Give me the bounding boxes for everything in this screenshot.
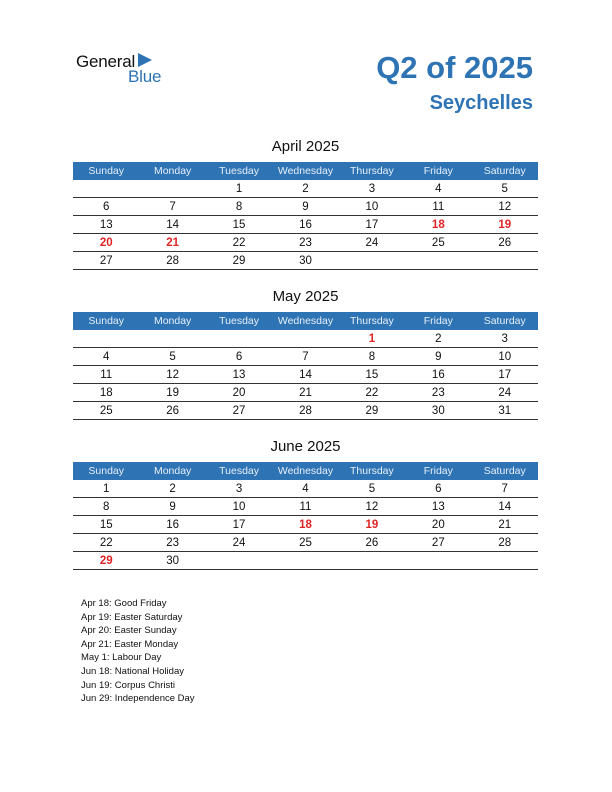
day-cell: 4 (103, 351, 110, 363)
day-cell: 20 (232, 387, 246, 399)
day-cell: 10 (365, 201, 379, 213)
day-cell: 21 (166, 237, 180, 249)
day-cell: 24 (232, 537, 246, 549)
day-cell: 29 (232, 255, 246, 267)
day-cell: 25 (431, 237, 445, 249)
day-cell: 12 (166, 369, 180, 381)
weekday-label: Sunday (88, 315, 125, 327)
weekday-label: Sunday (88, 165, 125, 177)
day-cell (206, 330, 272, 347)
week-row (73, 330, 538, 348)
weekday-label: Sunday (88, 465, 125, 477)
week-row (73, 552, 538, 570)
day-cell: 9 (169, 501, 176, 513)
week-row (73, 366, 538, 384)
day-cell: 18 (99, 387, 113, 399)
weekday-label: Tuesday (219, 165, 259, 177)
day-cell: 9 (435, 351, 442, 363)
day-cell: 25 (99, 405, 113, 417)
day-cell: 29 (365, 405, 379, 417)
month-calendar-june (73, 437, 538, 570)
weekday-label: Wednesday (277, 315, 334, 327)
weekday-label: Thursday (350, 165, 394, 177)
day-cell (73, 330, 139, 347)
day-cell: 30 (299, 255, 312, 267)
weekday-label: Wednesday (277, 465, 334, 477)
week-row (73, 498, 538, 516)
day-cell: 18 (431, 219, 445, 231)
day-cell: 6 (235, 351, 243, 363)
generalblue-logo (76, 52, 172, 88)
weekday-label: Friday (423, 315, 453, 327)
day-cell: 19 (365, 519, 379, 531)
week-row (73, 234, 538, 252)
weekday-label: Tuesday (219, 315, 259, 327)
day-cell: 11 (100, 369, 113, 381)
day-cell: 17 (365, 219, 379, 231)
day-cell (405, 252, 471, 269)
month-title: June 2025 (270, 438, 341, 455)
day-cell: 10 (232, 501, 246, 513)
day-cell: 8 (368, 351, 376, 363)
day-cell: 7 (169, 201, 176, 213)
day-cell: 26 (498, 237, 512, 249)
day-cell: 27 (431, 537, 445, 549)
day-cell: 14 (498, 501, 512, 513)
day-cell (405, 552, 471, 569)
day-cell: 4 (435, 183, 442, 195)
weekday-label: Friday (423, 465, 453, 477)
day-cell (139, 180, 205, 197)
month-title: May 2025 (272, 288, 339, 305)
day-cell (206, 552, 272, 569)
week-row (73, 180, 538, 198)
day-cell: 13 (431, 501, 445, 513)
week-row (73, 348, 538, 366)
day-cell (73, 180, 139, 197)
holiday-note: Apr 18: Good Friday (81, 598, 167, 609)
day-cell: 7 (501, 483, 508, 495)
day-cell: 28 (299, 405, 312, 417)
holiday-note: Apr 21: Easter Monday (81, 638, 179, 650)
day-cell: 1 (368, 333, 376, 345)
weekday-label: Saturday (483, 465, 526, 477)
day-cell: 29 (99, 555, 113, 567)
weekday-label: Thursday (350, 465, 394, 477)
holiday-note: Apr 20: Easter Sunday (81, 625, 177, 637)
month-calendar-april (73, 137, 538, 270)
day-cell: 2 (302, 183, 309, 195)
week-row (73, 402, 538, 420)
day-cell (272, 552, 338, 569)
day-cell: 21 (299, 387, 312, 399)
weekday-label: Monday (153, 315, 192, 327)
day-cell: 30 (166, 555, 180, 567)
weekday-label: Thursday (350, 315, 394, 327)
day-cell: 26 (365, 537, 379, 549)
weekday-label: Tuesday (219, 465, 259, 477)
week-row (73, 516, 538, 534)
weekday-header (73, 162, 538, 180)
day-cell: 22 (99, 537, 113, 549)
day-cell: 7 (302, 351, 309, 363)
day-cell: 4 (302, 483, 309, 495)
day-cell: 3 (235, 483, 243, 495)
day-cell (339, 552, 405, 569)
holiday-note: Jun 19: Corpus Christi (81, 679, 175, 691)
day-cell: 28 (498, 537, 512, 549)
day-cell: 26 (166, 405, 180, 417)
day-cell: 3 (501, 333, 508, 345)
weekday-label: Wednesday (277, 165, 334, 177)
day-cell: 13 (232, 369, 246, 381)
weekday-header (73, 462, 538, 480)
day-cell: 17 (498, 369, 512, 381)
day-cell: 5 (501, 183, 508, 195)
day-cell: 6 (435, 483, 442, 495)
day-cell: 22 (232, 237, 246, 249)
day-cell: 16 (166, 519, 180, 531)
month-calendar-may (73, 287, 538, 420)
day-cell: 9 (302, 201, 309, 213)
day-cell: 14 (166, 219, 180, 231)
day-cell: 6 (103, 201, 110, 213)
day-cell: 1 (103, 483, 110, 495)
day-cell (472, 552, 538, 569)
day-cell: 30 (431, 405, 445, 417)
holiday-note: Apr 19: Easter Saturday (81, 611, 183, 623)
week-row (73, 480, 538, 498)
day-cell (272, 330, 338, 347)
day-cell: 15 (232, 219, 246, 231)
day-cell: 28 (166, 255, 180, 267)
day-cell: 19 (498, 219, 512, 231)
logo-word-blue: Blue (128, 67, 162, 86)
day-cell: 2 (435, 333, 442, 345)
holiday-list (81, 597, 195, 706)
day-cell: 21 (498, 519, 512, 531)
day-cell (472, 252, 538, 269)
day-cell (139, 330, 205, 347)
day-cell: 27 (99, 255, 113, 267)
day-cell: 19 (166, 387, 180, 399)
day-cell: 8 (103, 501, 110, 513)
day-cell: 11 (432, 201, 445, 213)
day-cell: 8 (235, 201, 243, 213)
holiday-note: May 1: Labour Day (81, 652, 162, 664)
week-row (73, 252, 538, 270)
weekday-label: Friday (423, 165, 453, 177)
day-cell: 12 (498, 201, 512, 213)
logo-word-general: General (76, 52, 136, 71)
day-cell: 24 (498, 387, 512, 399)
day-cell: 23 (299, 237, 312, 249)
day-cell: 31 (498, 405, 512, 417)
week-row (73, 384, 538, 402)
day-cell: 13 (99, 219, 113, 231)
day-cell: 1 (235, 183, 243, 195)
weekday-label: Saturday (483, 165, 526, 177)
day-cell: 16 (431, 369, 445, 381)
weekday-label: Monday (153, 465, 192, 477)
day-cell: 5 (368, 483, 376, 495)
day-cell: 22 (365, 387, 379, 399)
day-cell: 27 (232, 405, 246, 417)
day-cell: 15 (365, 369, 379, 381)
day-cell: 14 (299, 369, 312, 381)
day-cell: 20 (99, 237, 113, 249)
day-cell: 10 (498, 351, 512, 363)
weekday-label: Saturday (483, 315, 526, 327)
holiday-note: Jun 29: Independence Day (81, 693, 195, 705)
day-cell: 20 (431, 519, 445, 531)
country-subtitle: Seychelles (429, 92, 533, 114)
week-row (73, 198, 538, 216)
day-cell: 15 (99, 519, 113, 531)
day-cell: 16 (299, 219, 312, 231)
week-row (73, 534, 538, 552)
day-cell (339, 252, 405, 269)
day-cell: 12 (365, 501, 379, 513)
day-cell: 25 (299, 537, 312, 549)
day-cell: 11 (299, 501, 312, 513)
day-cell: 3 (368, 183, 376, 195)
logo-triangle-icon (138, 53, 152, 67)
month-title: April 2025 (271, 138, 340, 155)
weekday-label: Monday (153, 165, 192, 177)
week-row (73, 216, 538, 234)
day-cell: 5 (169, 351, 176, 363)
day-cell: 2 (169, 483, 176, 495)
page-title: Q2 of 2025 (376, 50, 533, 85)
day-cell: 17 (232, 519, 246, 531)
day-cell: 23 (166, 537, 180, 549)
day-cell: 23 (431, 387, 445, 399)
holiday-note: Jun 18: National Holiday (81, 665, 184, 677)
day-cell: 18 (299, 519, 312, 531)
day-cell: 24 (365, 237, 379, 249)
weekday-header (73, 312, 538, 330)
